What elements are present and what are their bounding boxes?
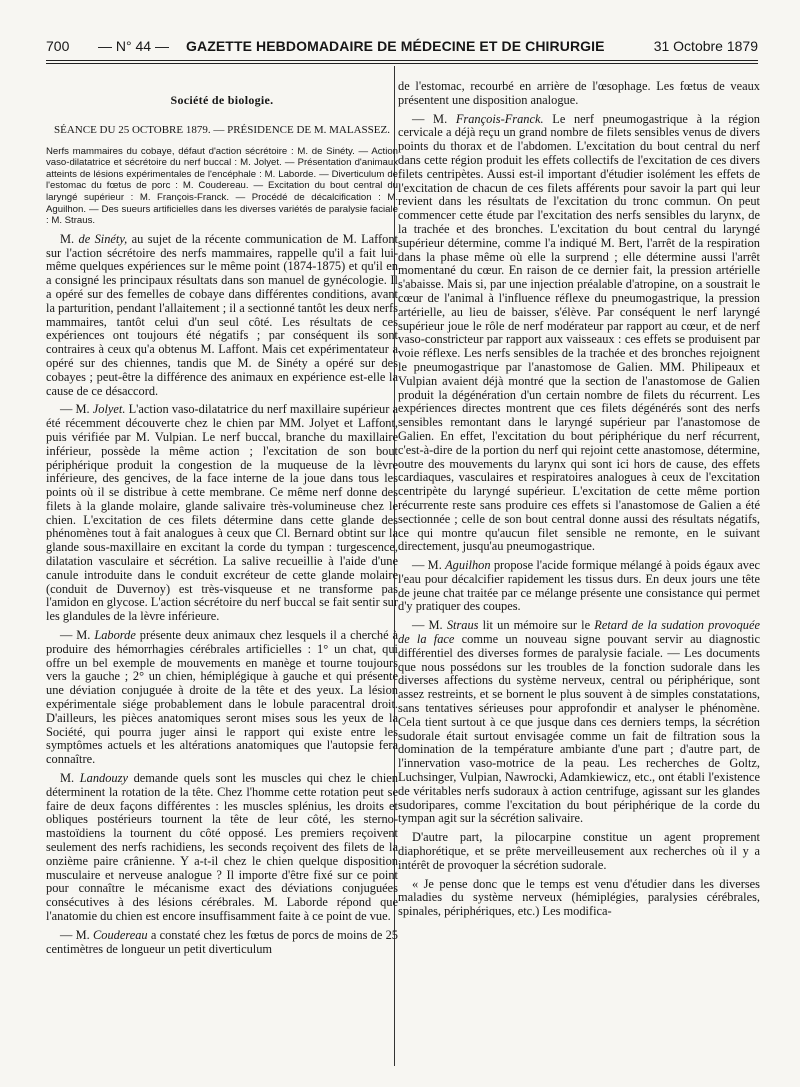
- left-column: [46, 92, 398, 1067]
- journal-title: GAZETTE HEBDOMADAIRE DE MÉDECINE ET DE CHIRURGIE: [186, 38, 605, 54]
- speaker-name: Landouzy: [79, 771, 128, 786]
- running-header: [46, 38, 758, 60]
- speaker-name: de Sinéty,: [78, 231, 128, 246]
- session-summary: Nerfs mammaires du cobaye, défaut d'action sécrétoire : M. de Sinéty. — Action vaso-dilatatrice et sécrétoire du nerf buccal : M. Jolyet. — Présentation d'animaux atteints de lésions expérimentales de l'encéphale : M. Laborde. — Diverticulum de l'estomac du fœtus de porc : M. Coudereau. — Excitation du bout central du laryngé supérieur : M. François-Franck. — Procédé de décalcification : M. Aguilhon. — Des sueurs artificielles dans les diverses variétés de paralysie faciale : M. Straus.: [46, 145, 398, 227]
- right-column: [398, 80, 760, 1067]
- section-title: Société de biologie.: [170, 93, 274, 107]
- seance-line: SÉANCE DU 25 OCTOBRE 1879. — PRÉSIDENCE DE M. MALASSEZ.: [54, 123, 390, 136]
- memoir-title: Retard de la sudation provoquée de la face: [398, 618, 760, 647]
- issue-date: 31 Octobre 1879: [653, 38, 758, 54]
- paragraph-coudereau: — M. Coudereau a constaté chez les fœtus de porcs de moins de 25 centimètres de longueur un petit diverticulum: [46, 927, 398, 956]
- paragraph-straus: — M. Straus lit un mémoire sur le Retard de la sudation provoquée de la face comme un nouveau signe pouvant servir au diagnostic différentiel des diverses formes de paralysie faciale. — Les documents que nous possédons sur les troubles de la fonction sudorale dans les diverses affections du système nerveux, central ou périphérique, sont assez restreints, et se bornent le plus souvent à de simples constatations, sans tentatives sérieuses pour approfondir et analyser le phénomène. Cela tient surtout à ce que jusque dans ces derniers temps, la sécrétion sudorale était surtout envisagée comme un fait de filtration sous la domination de la température ambiante d'une part ; d'autre part, de l'innervation vaso-motrice de la peau. Les recherches de Goltz, Luchsinger, Vulpian, Nawrocki, Adamkiewicz, etc., ont établi l'existence de véritables nerfs sudoraux à action centrifuge, agissant sur les glandes sudoripares, comme l'excitation du bout périphérique de la corde du tympan agit sur la sécrétion salivaire.: [398, 618, 760, 826]
- paragraph-laborde: — M. Laborde présente deux animaux chez lesquels il a cherché à produire des hémorrhagies cérébrales artificielles : 1° un chat, qui offre un bel exemple de mouvements en manège et tourne toujours vers la gauche ; 2° un chien, hémiplégique à gauche et qui présente une déviation conjuguée à droite de la tête et des yeux. La lésion expérimentale siége probablement dans le lobule paracentral droit. D'ailleurs, les pièces anatomiques seront mises sous les yeux de la Société, qui pourra juger ainsi le rapport qui existe entre les symptômes actuels et les altérations anatomiques que l'autopsie fera connaître.: [46, 628, 398, 767]
- paragraph-quotation: « Je pense donc que le temps est venu d'étudier dans les diverses maladies du système nerveux (hémiplégies, paralysies cérébrales, spinales, périphériques, etc.) Les modifica-: [398, 876, 760, 919]
- paragraph-francois-franck: — M. François-Franck. Le nerf pneumogastrique à la région cervicale a déjà reçu un grand nombre de filets sensibles venus de divers points du thorax et de l'abdomen. L'excitation du bout central du nerf dans cette région produit les effets collectifs de l'excitation de ces divers filets centripètes. Aussi est-il important d'étudier isolément les effets de l'excitation de chacun de ces filets afférents pour savoir la part qui leur revient dans les résultats de l'excitation du tronc commun. On peut commencer cette étude par l'excitation des nerfs sensibles du larynx, de la trachée et des bronches. L'excitation du bout central du laryngé supérieur détermine, comme l'a indiqué M. Bert, l'arrêt de la respiration dans la phase même où elle la surprend ; elle détermine aussi l'arrêt momentané du cœur. En raison de ce dernier fait, la pression artérielle s'abaisse. Mais si, par une injection préalable d'atropine, on a soustrait le cœur de l'animal à l'influence réflexe du pneumogastrique, la pression artérielle, au lieu de baisser, s'élève. Par conséquent le nerf laryngé supérieur joue le rôle de nerf modérateur par rapport au cœur, et de nerf vaso-constricteur par rapport aux vaisseaux : ces effets se produisent par voie réflexe. Les nerfs sensibles de la trachée et des bronches rejoignent le pneumogastrique par l'anastomose de Galien. MM. Philipeaux et Vulpian avaient déjà montré que la section de l'anastomose de Galien produit la dégénération d'un certain nombre de filets du récurrent. Les expériences directes montrent que ces filets dégénérés sont des nerfs sensibles remontant dans le laryngé supérieur par l'anastomose de Galien. En effet, l'excitation du bout périphérique du nerf récurrent, c'est-à-dire de la portion du nerf qui rejoint cette anastomose, détermine, outre des mouvements du larynx qui sont ici hors de cause, des effets cardiaques, vasculaires et respiratoires analogues à ceux de l'excitation centripète du laryngé supérieur. L'excitation de cette même portion récurrente reste sans produire ces effets si l'anastomose de Galien a été sectionnée ; celle de son bout central donne aussi des résultats négatifs, ce qui montre qu'aucun filet sensible ne remonte, en le suivant directement, jusqu'au pneumogastrique.: [398, 111, 760, 554]
- speaker-name: Aguilhon: [445, 558, 491, 573]
- paragraph-landouzy: M. Landouzy demande quels sont les muscles qui chez le chien déterminent la rotation de la tête. Chez l'homme cette rotation peut se faire de deux façons différentes : les muscles splénius, les droits et obliques postérieurs tournent la tête de leur côté, les sterno-mastoïdiens la tournent du côté opposé. Les premiers reçoivent seulement des nerfs rachidiens, les seconds reçoivent des filets de la onzième paire crânienne. Y a-t-il chez le chien quelque disposition musculaire et nerveuse analogue ? Il importe d'être fixé sur ce point pour connaître le mécanisme exact des déviations conjuguées consécutives à des lésions cérébrales. M. Laborde répond que l'anatomie du chien est encore insuffisamment faite à ce point de vue.: [46, 771, 398, 923]
- speaker-name: Straus: [446, 618, 479, 633]
- paragraph-jolyet: — M. Jolyet. L'action vaso-dilatatrice du nerf maxillaire supérieur a été récemment découverte chez le chien par MM. Jolyet et Laffont, puis vérifiée par M. Vulpian. Le nerf buccal, branche du maxillaire inférieur, possède la même action ; l'excitation de son bout périphérique produit la congestion de la muqueuse de la lèvre inférieure, des gencives, de la face interne de la joue dans tous les points où il se distribue à cette membrane. Ce même nerf donne des filets à la glande molaire, glande salivaire très-volumineuse chez le chien. L'excitation de ces filets détermine dans cette glande des phénomènes tout à fait analogues à ceux que Cl. Bernard obtint sur la glande sous-maxillaire en excitant la corde du tympan : turgescence, dilatation vasculaire et sécrétion. La salive recueillie à l'aide d'une canule introduite dans le conduit excréteur de cette glande molaire (conduit de Duvernoy) est très-visqueuse et ne transforme pas l'amidon en glycose. L'action sécrétoire du nerf buccal se fait sentir sur les glandules de la lèvre inférieure.: [46, 402, 398, 624]
- speaker-name: Jolyet.: [92, 402, 126, 417]
- header-rule-top: [46, 60, 758, 61]
- paragraph-pilocarpine: D'autre part, la pilocarpine constitue un agent proprement diaphorétique, et se prête merveilleusement aux recherches où il y a intérêt de provoquer la sécrétion sudorale.: [398, 830, 760, 872]
- page-number: 700: [46, 38, 70, 54]
- speaker-name: François-Franck.: [455, 111, 544, 126]
- paragraph-coudereau-continued: de l'estomac, recourbé en arrière de l'œsophage. Les fœtus de veaux présentent une disposition analogue.: [398, 80, 760, 107]
- speaker-name: Coudereau: [93, 927, 148, 942]
- header-rule-bottom: [46, 63, 758, 64]
- issue-number: — N° 44 —: [98, 38, 169, 54]
- paragraph-aguilhon: — M. Aguilhon propose l'acide formique mélangé à poids égaux avec l'eau pour décalcifier rapidement les tissus durs. En deux jours une tête de jeune chat traitée par ce mélange présente une consistance qui permet d'y pratiquer des coupes.: [398, 558, 760, 614]
- speaker-name: Laborde: [94, 628, 136, 643]
- paragraph-de-sinety: M. de Sinéty, au sujet de la récente communication de M. Laffont sur l'action sécrétoire des nerfs mammaires, rappelle qu'il a fait lui-même quelques expériences sur le même point (1874-1875) et qu'il en a consigné les principaux résultats dans son manuel de gynécologie. Il a opéré sur des femelles de cobaye dans différentes conditions, avant la parturition, pendant l'allaitement ; il a sectionné tantôt les deux nerfs mammaires, tantôt celui d'un seul côté. Les résultats de ces expériences ont toujours été négatifs ; par conséquent ils sont contraires à ceux qu'a obtenus M. Laffont. Mais cet expérimentateur a opéré sur des chiennes, tandis que M. de Sinéty a opéré sur des cobayes ; peut-être la différence des animaux en expérience est-elle la cause de ce désaccord.: [46, 231, 398, 398]
